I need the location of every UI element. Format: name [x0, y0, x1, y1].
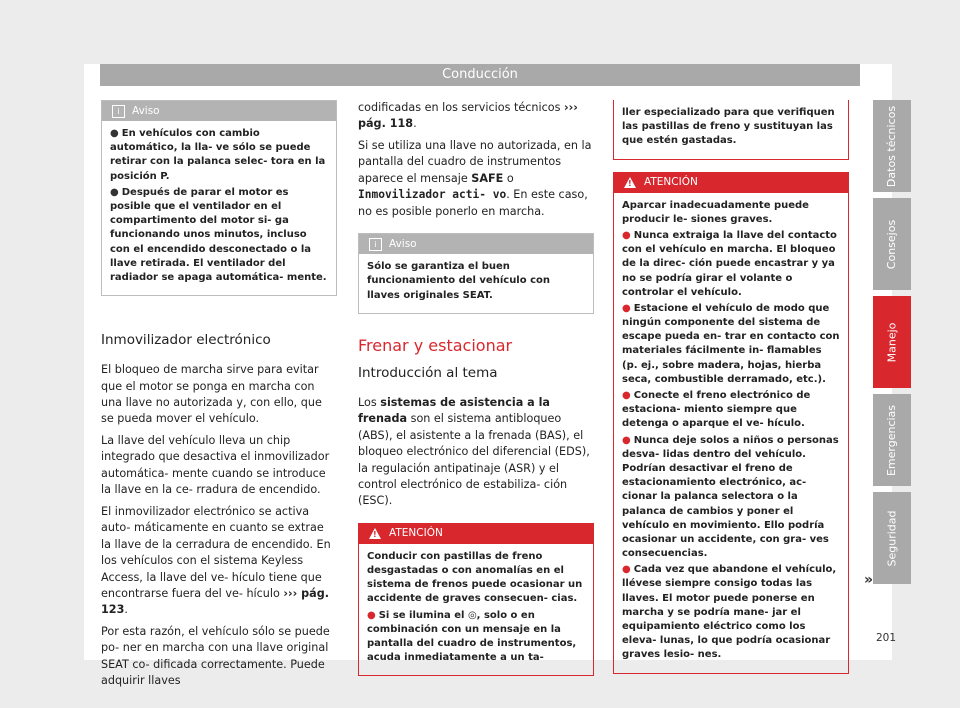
- atencion-item: ● Conecte el freno electrónico de estaciona- miento siempre que detenga o aparque el ve- hículo.: [622, 390, 811, 430]
- aviso-box-2-title: Aviso: [389, 237, 417, 250]
- aviso-text: Sólo se garantiza el buen funcionamiento del vehículo con llaves originales SEAT.: [367, 261, 551, 301]
- bullet-icon: ●: [622, 229, 631, 241]
- atencion-box-2-title: ATENCIÓN: [644, 176, 698, 189]
- bullet-icon: ●: [622, 390, 631, 401]
- bullet-icon: ●: [110, 128, 119, 139]
- atencion-box-2-header: [614, 173, 848, 193]
- continue-arrow-icon: »: [864, 572, 874, 588]
- column-1: [101, 100, 337, 695]
- aviso-box-2-header: [359, 234, 593, 254]
- atencion-box-1: [358, 523, 594, 677]
- tab-datos-tecnicos[interactable]: Datos técnicos: [873, 100, 911, 192]
- paragraph: El bloqueo de marcha sirve para evitar que el motor se ponga en marcha con una llave no autorizada y, con ello, que se pueda mover el vehículo.: [101, 363, 322, 426]
- brake-warning-icon: ◎: [467, 609, 477, 621]
- atencion-item: ● Cada vez que abandone el vehículo, llévese siempre consigo todas las llaves. El motor puede ponerse en marcha y se podría mane- jar el equipamiento eléctrico como los eleva- lunas, lo que podría ocasionar graves lesio- nes.: [622, 564, 837, 661]
- atencion-intro: Aparcar inadecuadamente puede producir le- siones graves.: [622, 199, 809, 225]
- paragraph: Por esta razón, el vehículo sólo se puede po- ner en marcha con una llave original SEAT co- dificada correctamente. Puede adquirir llaves: [101, 624, 330, 688]
- bullet-icon: ●: [367, 609, 376, 621]
- tab-seguridad[interactable]: Seguridad: [873, 492, 911, 584]
- atencion-box-continued: [613, 100, 849, 160]
- page-reference-link[interactable]: ››› pág. 123: [101, 586, 329, 617]
- aviso-box-1-header: [102, 101, 336, 121]
- section-heading: Frenar y estacionar: [358, 335, 513, 355]
- page-header: Conducción: [100, 64, 860, 86]
- atencion-box-2: [613, 172, 849, 674]
- atencion-item: ● Nunca extraiga la llave del contacto con el vehículo en marcha. El bloqueo de la direc- ción puede encastrar y ya no se podría girar el volante o controlar el vehículo.: [622, 229, 837, 298]
- aviso-box-2: [358, 233, 594, 314]
- atencion-text: ller especializado para que verifiquen las pastillas de freno y sustituyan las que estén gastadas.: [622, 107, 835, 147]
- bullet-icon: ●: [622, 434, 631, 446]
- bullet-icon: ●: [622, 564, 631, 576]
- info-icon: i: [112, 105, 125, 118]
- info-icon: i: [369, 238, 382, 251]
- tab-manejo[interactable]: Manejo: [873, 296, 911, 388]
- atencion-item: ● Si se ilumina el ◎, solo o en combinación con un mensaje en la pantalla del cuadro de instrumentos, acuda inmediatamente a un ta-: [367, 609, 577, 664]
- aviso-item: ● Después de parar el motor es posible que el ventilador en el compartimento del motor si- ga funcionando unos minutos, incluso con el encendido desconectado o la llave retirada. El ventilador del radiador se apaga automática- mente.: [110, 186, 327, 283]
- tab-emergencias[interactable]: Emergencias: [873, 394, 911, 486]
- bullet-icon: ●: [622, 302, 631, 314]
- column-2: [358, 100, 594, 676]
- paragraph: La llave del vehículo lleva un chip integrado que desactiva el inmovilizador automática- mente cuando se introduce la llave en la ce- rradura de encendido.: [101, 433, 330, 497]
- warning-icon: [369, 528, 381, 539]
- page-number: 201: [875, 632, 896, 644]
- atencion-box-1-title: ATENCIÓN: [389, 527, 443, 540]
- paragraph: codificadas en los servicios técnicos ››› pág. 118.: [358, 101, 578, 131]
- column-3: [613, 100, 849, 674]
- inmovilizador-heading: Inmovilizador electrónico: [101, 332, 271, 349]
- paragraph: El inmovilizador electrónico se activa auto- máticamente en cuanto se extrae la llave de la cerradura de encendido. En los vehículos con el sistema Keyless Access, la llave del ve- hículo tiene que encontrarse fuera del ve- hículo ››› pág. 123.: [101, 504, 331, 617]
- atencion-item: ● Estacione el vehículo de modo que ningún componente del sistema de escape pueda en- trar en contacto con materiales fácilmente in- flamables (p. ej., sobre madera, hojas, hierba seca, combustible derramado, etc.).: [622, 302, 840, 385]
- atencion-box-1-header: [359, 524, 593, 544]
- paragraph: Si se utiliza una llave no autorizada, en la pantalla del cuadro de instrumentos aparece el mensaje SAFE o Inmovilizador acti- vo. En este caso, no es posible ponerlo en marcha.: [358, 138, 592, 218]
- bullet-icon: ●: [110, 186, 119, 198]
- tab-consejos[interactable]: Consejos: [873, 198, 911, 290]
- aviso-item: ● En vehículos con cambio automático, la lla- ve sólo se puede retirar con la palanca selec- tora en la posición P.: [110, 128, 326, 182]
- aviso-box-1-title: Aviso: [132, 104, 160, 117]
- page-reference-link[interactable]: ››› pág. 118: [358, 101, 578, 131]
- aviso-box-1: [101, 100, 337, 296]
- atencion-text: Conducir con pastillas de freno desgastadas o con anomalías en el sistema de frenos puede ocasionar un accidente de graves consecuen- cias.: [367, 550, 583, 605]
- warning-icon: [624, 177, 636, 188]
- atencion-item: ● Nunca deje solos a niños o personas desva- lidas dentro del vehículo. Podrían desactivar el freno de estacionamiento electrónico, ac- cionar la palanca selectora o la palanca de cambios y poner el vehículo en movimiento. Ello podría ocasionar un accidente, con gra- ves consecuencias.: [622, 434, 839, 560]
- paragraph: Los sistemas de asistencia a la frenada son el sistema antibloqueo (ABS), el asistente a la frenada (BAS), el bloqueo electrónico del diferencial (EDS), la regulación antipatinaje (ASR) y el control electrónico de estabiliza- ción (ESC).: [358, 395, 590, 508]
- subsection-heading: Introducción al tema: [358, 364, 498, 381]
